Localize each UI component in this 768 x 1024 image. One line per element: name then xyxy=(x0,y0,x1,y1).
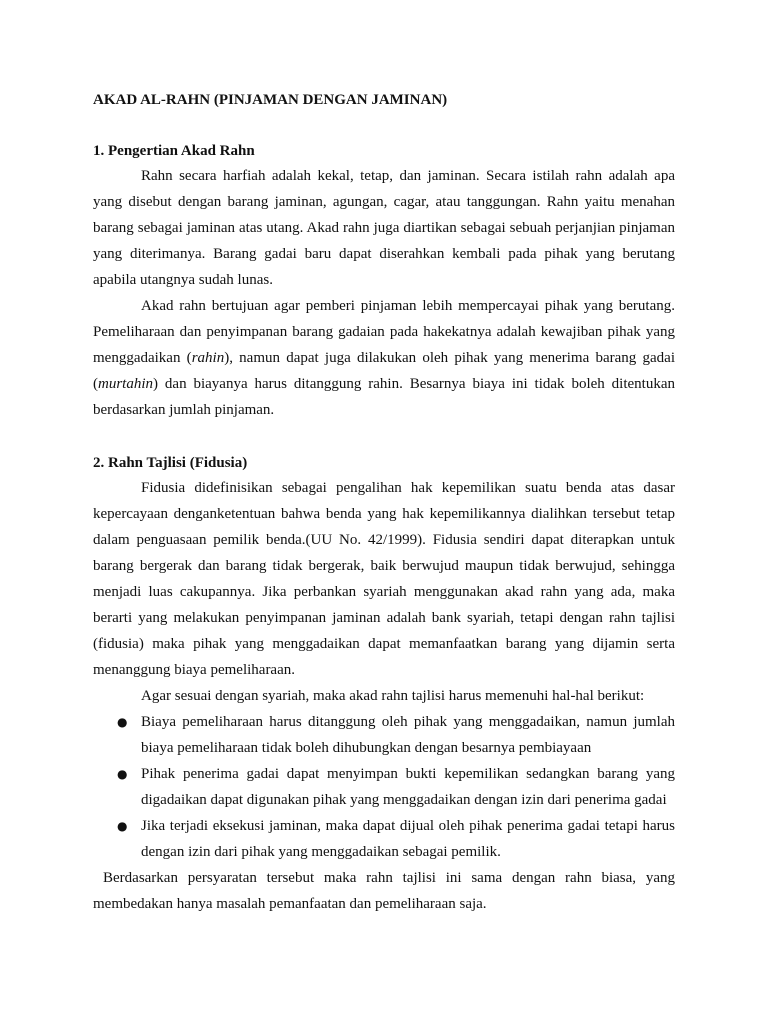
paragraph: Berdasarkan persyaratan tersebut maka rahn tajlisi ini sama dengan rahn biasa, yang membedakan hanya masalah pemanfaatan dan pemeliharaan saja. xyxy=(93,870,675,912)
list-item xyxy=(117,761,675,813)
document-title: AKAD AL-RAHN (PINJAMAN DENGAN JAMINAN) xyxy=(93,92,448,108)
list-item-text: Biaya pemeliharaan harus ditanggung oleh pihak yang menggadaikan, namun jumlah biaya pemeliharaan tidak boleh dihubungkan dengan besarnya pembiayaan xyxy=(141,714,675,756)
list-item xyxy=(117,813,675,865)
paragraph xyxy=(93,293,675,423)
paragraph-text: ) dan biayanya harus ditanggung rahin. Besarnya biaya ini tidak boleh ditentukan berdasarkan jumlah pinjaman. xyxy=(93,376,675,418)
list-item-text: Jika terjadi eksekusi jaminan, maka dapat dijual oleh pihak penerima gadai tetapi harus dengan izin dari pihak yang menggadaikan sebagai pemilik. xyxy=(141,818,675,860)
document-body xyxy=(93,88,675,917)
bullet-icon: ● xyxy=(117,715,128,729)
section-heading-pengertian: 1. Pengertian Akad Rahn xyxy=(93,143,255,159)
term-murtahin: murtahin xyxy=(98,376,154,392)
paragraph: Rahn secara harfiah adalah kekal, tetap, dan jaminan. Secara istilah rahn adalah apa yang disebut dengan barang jaminan, agungan, cagar, atau tanggungan. Rahn yaitu menahan barang sebagai jaminan atas utang. Akad rahn juga diartikan sebagai sebuah perjanjian pinjaman yang diterimanya. Barang gadai baru dapat diserahkan kembali pada pihak yang berutang apabila utangnya sudah lunas. xyxy=(93,168,675,288)
term-rahin: rahin xyxy=(191,350,225,366)
list-item xyxy=(117,709,675,761)
bullet-icon: ● xyxy=(117,767,128,781)
list-item-text: Pihak penerima gadai dapat menyimpan bukti kepemilikan sedangkan barang yang digadaikan dapat digunakan pihak yang menggadaikan dengan izin dari penerima gadai xyxy=(141,766,675,808)
section-heading-rahn-tajlisi: 2. Rahn Tajlisi (Fidusia) xyxy=(93,455,248,471)
paragraph-text: Akad rahn bertujuan agar pemberi pinjaman lebih mempercayai pihak yang berutang. Pemeliharaan dan penyimpanan barang gadaian pada hakekatnya adalah kewajiban pihak yang menggadaikan ( xyxy=(93,298,675,366)
requirements-list xyxy=(93,709,675,865)
paragraph: Fidusia didefinisikan sebagai pengalihan hak kepemilikan suatu benda atas dasar kepercayaan denganketentuan bahwa benda yang hak kepemilikannya dialihkan tersebut tetap dalam penguasaan pemilik benda.(UU No. 42/1999). Fidusia sendiri dapat diterapkan untuk barang bergerak dan barang tidak bergerak, baik berwujud maupun tidak berwujud, sehingga menjadi luas cakupannya. Jika perbankan syariah menggunakan akad rahn yang ada, maka berarti yang melakukan penyimpanan jaminan adalah bank syariah, tetapi dengan rahn tajlisi (fidusia) maka pihak yang menggadaikan dapat memanfaatkan barang yang dijamin serta menanggung biaya pemeliharaan. xyxy=(93,480,675,678)
paragraph: Agar sesuai dengan syariah, maka akad rahn tajlisi harus memenuhi hal-hal berikut: xyxy=(141,688,645,704)
bullet-icon: ● xyxy=(117,819,128,833)
paragraph-text: ), namun dapat juga dilakukan oleh pihak yang menerima barang gadai ( xyxy=(93,350,675,392)
